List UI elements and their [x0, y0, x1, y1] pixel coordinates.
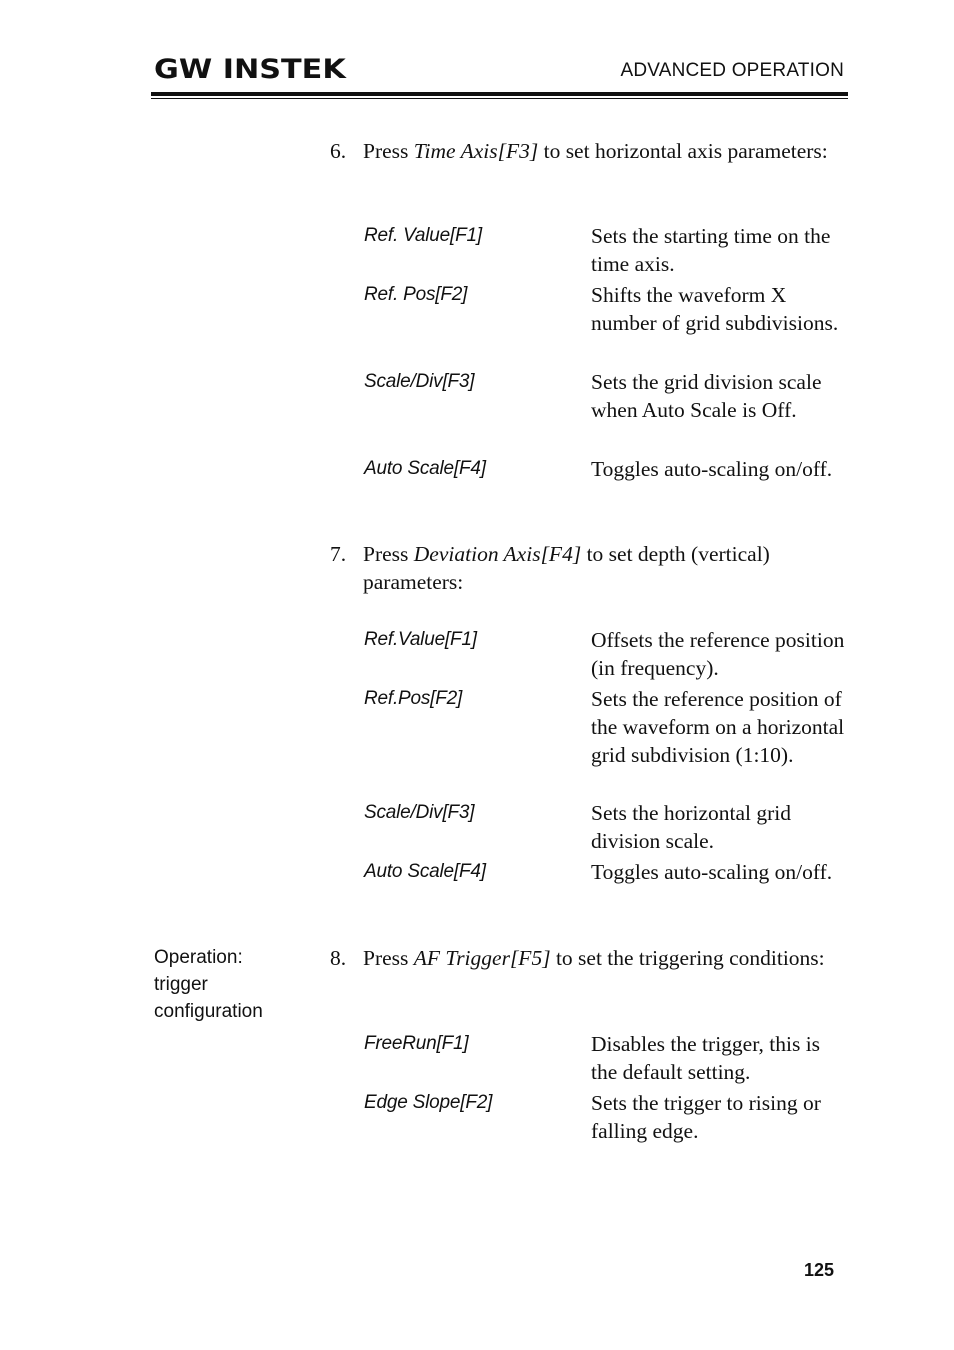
section-title: ADVANCED OPERATION	[620, 60, 844, 81]
option-name: Scale/Div[F3]	[364, 802, 475, 823]
option-name: Ref.Pos[F2]	[364, 688, 463, 709]
option-description: Disables the trigger, this is the default setting.	[591, 1032, 821, 1084]
sidebar-label-line: Operation:	[154, 947, 243, 968]
step-instruction: Press Time Axis[F3] to set horizontal axis parameters:	[363, 139, 828, 163]
step-instruction: Press AF Trigger[F5] to set the triggering conditions:	[363, 946, 825, 970]
step-8	[330, 944, 850, 1000]
header-rule-thin	[151, 98, 848, 99]
option-name: Ref. Value[F1]	[364, 225, 482, 246]
step-number: 7.	[330, 542, 347, 566]
option-name: FreeRun[F1]	[364, 1033, 469, 1054]
page-number: 125	[803, 1260, 834, 1280]
option-description: Offsets the reference position (in frequency).	[591, 628, 845, 680]
option-name: Auto Scale[F4]	[364, 861, 486, 882]
step-number: 8.	[330, 946, 347, 970]
option-description: Shifts the waveform X number of grid subdivisions.	[591, 283, 839, 335]
step-7	[330, 540, 850, 596]
option-description: Sets the reference position of the waveform on a horizontal grid subdivision (1:10).	[591, 687, 845, 767]
header-rule	[151, 92, 848, 96]
sidebar-label-line: trigger	[154, 974, 208, 995]
step-instruction: Press Deviation Axis[F4] to set depth (vertical) parameters:	[363, 542, 770, 594]
option-description: Toggles auto-scaling on/off.	[591, 860, 833, 884]
option-name: Scale/Div[F3]	[364, 371, 475, 392]
sidebar-label-line: configuration	[154, 1001, 263, 1022]
softkey-name: Deviation Axis[F4]	[413, 542, 582, 566]
option-description: Sets the horizontal grid division scale.	[591, 801, 792, 853]
option-name: Auto Scale[F4]	[364, 458, 486, 479]
gw-instek-logo: GW INSTEK	[154, 54, 346, 85]
option-description: Sets the trigger to rising or falling edge.	[591, 1091, 821, 1143]
step-6	[330, 137, 850, 193]
softkey-name: Time Axis[F3]	[413, 139, 539, 163]
option-description: Sets the starting time on the time axis.	[591, 224, 831, 276]
option-name: Edge Slope[F2]	[364, 1092, 493, 1113]
option-name: Ref.Value[F1]	[364, 629, 477, 650]
step-number: 6.	[330, 139, 347, 163]
option-description: Toggles auto-scaling on/off.	[591, 457, 833, 481]
softkey-name: AF Trigger[F5]	[413, 946, 551, 970]
sidebar-label	[154, 944, 263, 1025]
option-description: Sets the grid division scale when Auto Scale is Off.	[591, 370, 822, 422]
option-name: Ref. Pos[F2]	[364, 284, 468, 305]
